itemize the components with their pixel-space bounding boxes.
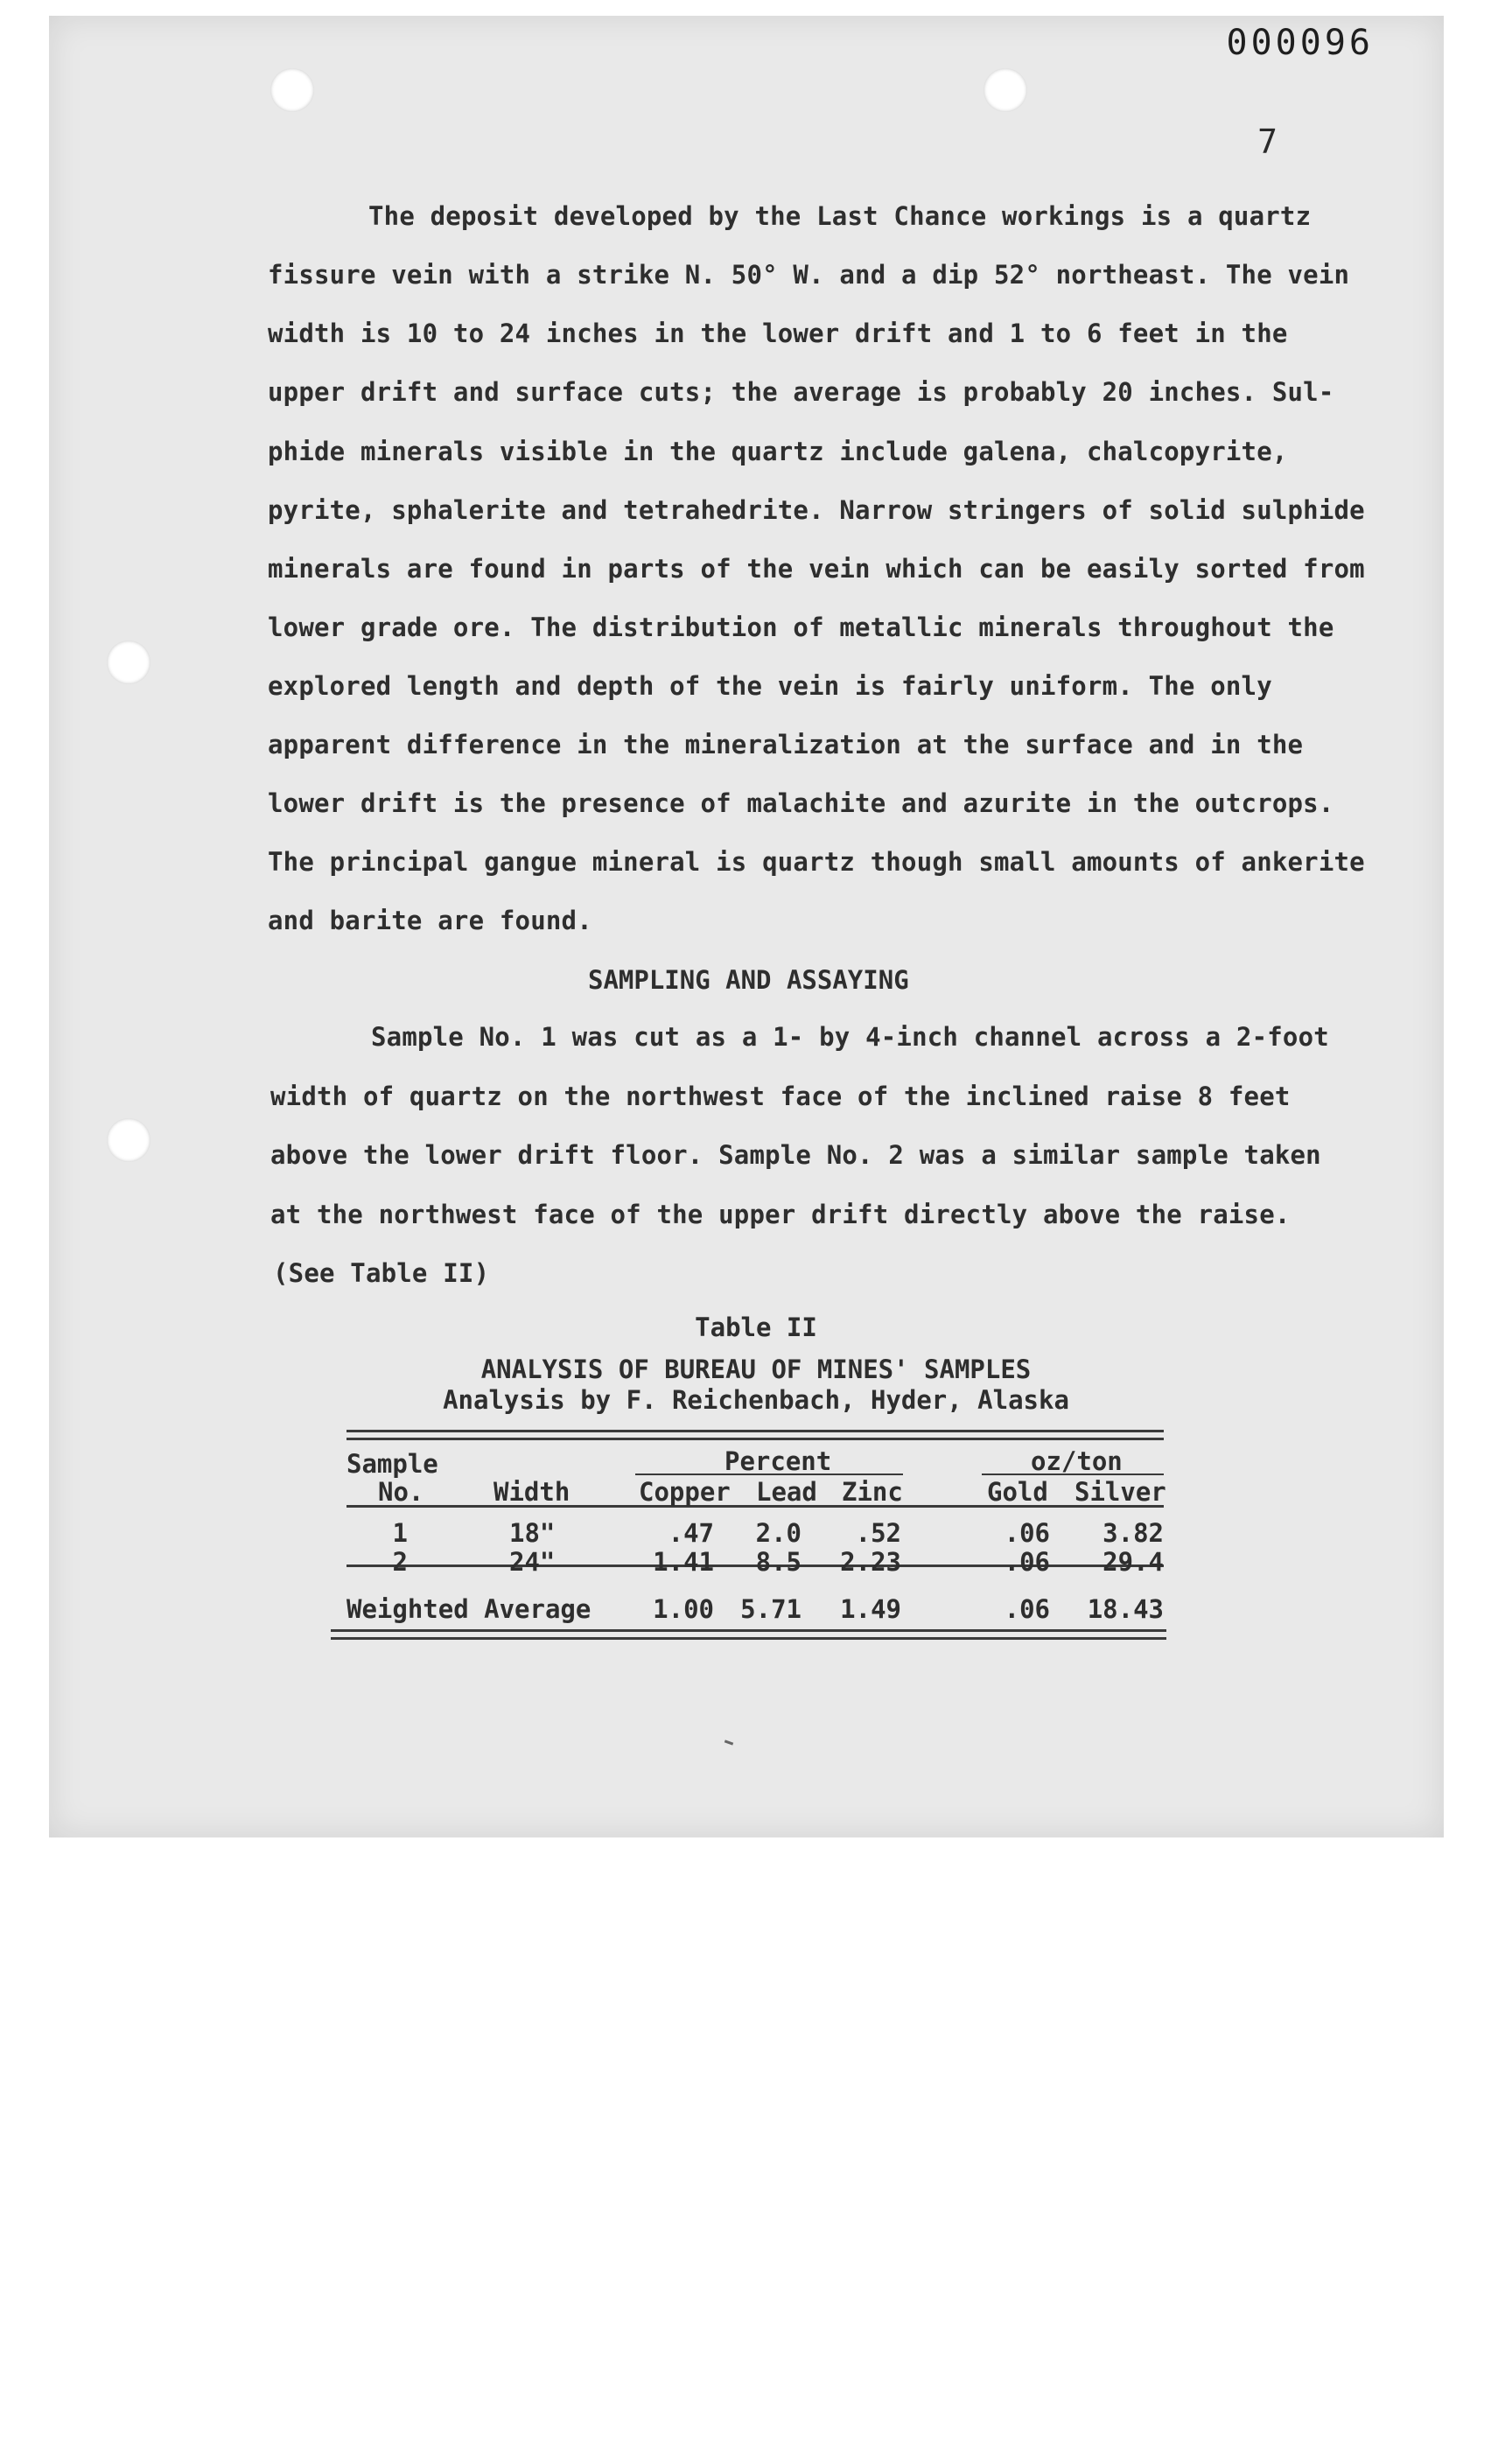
row2-lead: 8.5 <box>755 1547 802 1577</box>
paragraph-line: The deposit developed by the Last Chance workings is a quartz <box>368 201 1312 231</box>
row2-copper: 1.41 <box>653 1547 714 1577</box>
row2-zinc: 2.23 <box>840 1547 901 1577</box>
paragraph-line: minerals are found in parts of the vein which can be easily sorted from <box>268 554 1365 584</box>
paragraph-line: and barite are found. <box>268 906 592 935</box>
paragraph-line: width is 10 to 24 inches in the lower drift and 1 to 6 feet in the <box>268 318 1288 348</box>
row1-lead: 2.0 <box>755 1518 802 1548</box>
paragraph-line: Sample No. 1 was cut as a 1- by 4-inch channel across a 2-foot <box>371 1022 1329 1052</box>
paragraph-line: upper drift and surface cuts; the average is probably 20 inches. Sul- <box>268 377 1334 407</box>
row2-no: 2 <box>392 1547 408 1577</box>
table-top-rule <box>346 1430 1164 1432</box>
average-lead: 5.71 <box>740 1594 802 1624</box>
average-gold: .06 <box>1004 1594 1050 1624</box>
table-top-rule-second <box>346 1438 1164 1440</box>
row2-gold: .06 <box>1004 1547 1050 1577</box>
table-subtitle: Analysis by F. Reichenbach, Hyder, Alaska <box>443 1385 1069 1415</box>
average-zinc: 1.49 <box>840 1594 901 1624</box>
average-copper: 1.00 <box>653 1594 714 1624</box>
table-label: Table II <box>695 1312 817 1342</box>
table-title: ANALYSIS OF BUREAU OF MINES' SAMPLES <box>480 1354 1032 1384</box>
paragraph-line: lower drift is the presence of malachite and azurite in the outcrops. <box>268 788 1334 818</box>
header-copper: Copper <box>639 1477 731 1507</box>
header-lead: Lead <box>756 1477 817 1507</box>
header-width: Width <box>494 1477 570 1507</box>
paragraph-line: The principal gangue mineral is quartz though small amounts of ankerite <box>268 847 1365 877</box>
header-sample: Sample <box>346 1449 438 1479</box>
header-gold: Gold <box>987 1477 1048 1507</box>
row2-width: 24" <box>509 1547 556 1577</box>
header-silver: Silver <box>1074 1477 1166 1507</box>
table-bottom-rule <box>331 1629 1166 1632</box>
average-silver: 18.43 <box>1087 1594 1164 1624</box>
row1-width: 18" <box>509 1518 556 1548</box>
row1-gold: .06 <box>1004 1518 1050 1548</box>
row1-zinc: .52 <box>855 1518 901 1548</box>
paragraph-line: phide minerals visible in the quartz include galena, chalcopyrite, <box>268 437 1288 466</box>
header-percent: Percent <box>724 1446 832 1476</box>
header-oz-ton: oz/ton <box>1031 1446 1123 1476</box>
section-heading: SAMPLING AND ASSAYING <box>588 965 909 995</box>
paragraph-line: pyrite, sphalerite and tetrahedrite. Narrow stringers of solid sulphide <box>268 495 1365 525</box>
punch-hole-top-right <box>984 68 1027 112</box>
row1-copper: .47 <box>668 1518 714 1548</box>
header-sample-no: No. <box>378 1477 424 1507</box>
average-label: Weighted Average <box>346 1594 592 1624</box>
paragraph-line: above the lower drift floor. Sample No. 2 was a similar sample taken <box>270 1140 1321 1170</box>
paragraph-line: width of quartz on the northwest face of the inclined raise 8 feet <box>270 1082 1291 1111</box>
paragraph-line: fissure vein with a strike N. 50° W. and a dip 52° northeast. The vein <box>268 260 1350 290</box>
row2-silver: 29.4 <box>1102 1547 1164 1577</box>
page-number: 7 <box>1257 122 1278 161</box>
paragraph-line: lower grade ore. The distribution of metallic minerals throughout the <box>268 612 1334 642</box>
paragraph-line: apparent difference in the mineralization at the surface and in the <box>268 730 1304 760</box>
document-number: 000096 <box>1226 23 1374 63</box>
punch-hole-top-left <box>270 68 314 112</box>
paragraph-line: explored length and depth of the vein is fairly uniform. The only <box>268 671 1272 701</box>
punch-hole-left-lower <box>107 1118 150 1162</box>
paragraph-line: at the northwest face of the upper drift directly above the raise. <box>270 1200 1291 1229</box>
table-bottom-rule-second <box>331 1637 1166 1640</box>
row1-silver: 3.82 <box>1102 1518 1164 1548</box>
row1-no: 1 <box>392 1518 408 1548</box>
header-zinc: Zinc <box>842 1477 903 1507</box>
punch-hole-left-middle <box>107 640 150 684</box>
paragraph-line: (See Table II) <box>273 1258 490 1288</box>
